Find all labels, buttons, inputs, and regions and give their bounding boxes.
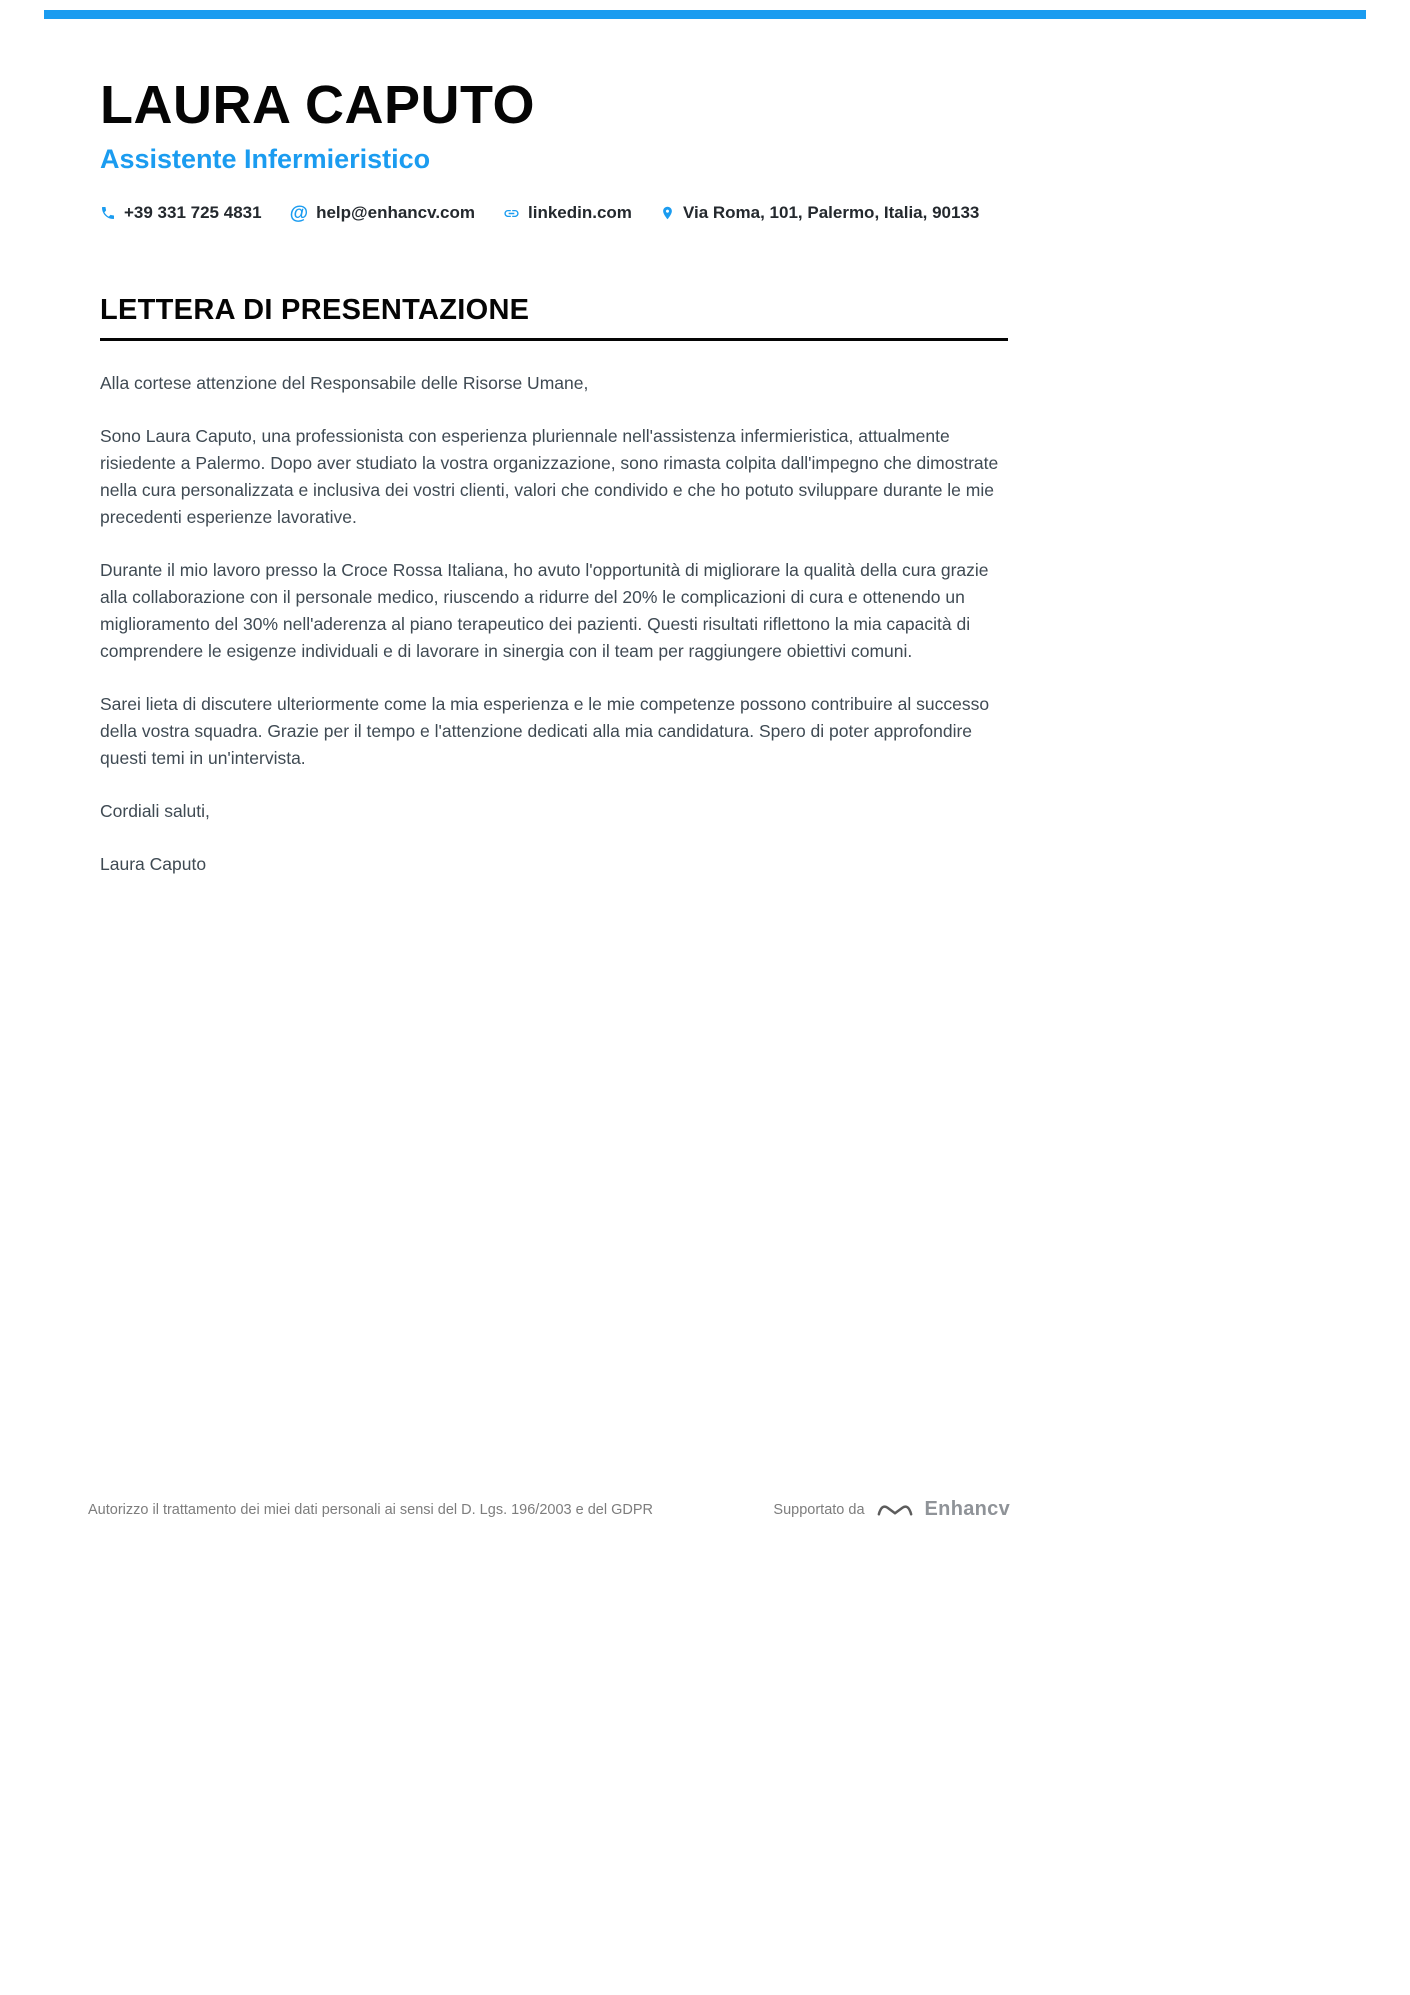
link-icon — [503, 205, 520, 222]
section-title: LETTERA DI PRESENTAZIONE — [100, 293, 1008, 341]
enhancv-logo-icon — [876, 1499, 914, 1520]
enhancv-link[interactable] — [773, 1498, 1010, 1521]
content-column — [100, 0, 1008, 878]
page-footer — [88, 1498, 1010, 1521]
contact-address — [660, 203, 979, 223]
supported-by-label: Supportato da — [773, 1501, 865, 1518]
contact-linkedin[interactable] — [503, 203, 632, 223]
letter-closing: Cordiali saluti, — [100, 801, 210, 821]
header — [100, 0, 1008, 223]
letter-signature: Laura Caputo — [100, 854, 207, 874]
contact-phone-text: +39 331 725 4831 — [124, 203, 262, 222]
letter-paragraph: Sarei lieta di discutere ulteriormente come la mia esperienza e le mie competenze possono contribuire al successo della vostra squadra. Grazie per il tempo e l'attenzione dedicati alla mia candidatura. Spero di poter approfondire questi temi in un'intervista. — [100, 694, 990, 768]
letter-paragraph: Durante il mio lavoro presso la Croce Rossa Italiana, ho avuto l'opportunità di migliorare la qualità della cura grazie alla collaborazione con il personale medico, riuscendo a ridurre del 20% le complicazioni di cura e ottenendo un miglioramento del 30% nell'aderenza al piano terapeutico dei pazienti. Questi risultati riflettono la mia capacità di comprendere le esigenze individuali e di lavorare in sinergia con il team per raggiungere obiettivi comuni. — [100, 560, 989, 661]
phone-icon — [100, 205, 116, 221]
letter-paragraph: Alla cortese attenzione del Responsabile delle Risorse Umane, — [100, 373, 589, 393]
job-title: Assistente Infermieristico — [100, 144, 431, 174]
gdpr-consent-text: Autorizzo il trattamento dei miei dati personali ai sensi del D. Lgs. 196/2003 e del GDPR — [88, 1501, 653, 1518]
location-icon — [660, 205, 675, 221]
at-icon: @ — [289, 202, 309, 224]
enhancv-wordmark: Enhancv — [924, 1498, 1010, 1520]
letter-body — [100, 293, 1008, 878]
contact-address-text: Via Roma, 101, Palermo, Italia, 90133 — [682, 203, 980, 222]
contact-row — [100, 203, 1008, 223]
contact-phone — [100, 203, 262, 223]
contact-email[interactable] — [290, 203, 475, 223]
contact-email-text: help@enhancv.com — [316, 203, 476, 222]
person-name: LAURA CAPUTO — [100, 75, 535, 135]
letter-paragraph: Sono Laura Caputo, una professionista con esperienza pluriennale nell'assistenza infermieristica, attualmente risiedente a Palermo. Dopo aver studiato la vostra organizzazione, sono rimasta colpita dall'impegno che dimostrate nella cura personalizzata e inclusiva dei vostri clienti, valori che condivido e che ho potuto sviluppare durante le mie precedenti esperienze lavorative. — [100, 426, 999, 527]
contact-linkedin-text: linkedin.com — [528, 203, 632, 222]
